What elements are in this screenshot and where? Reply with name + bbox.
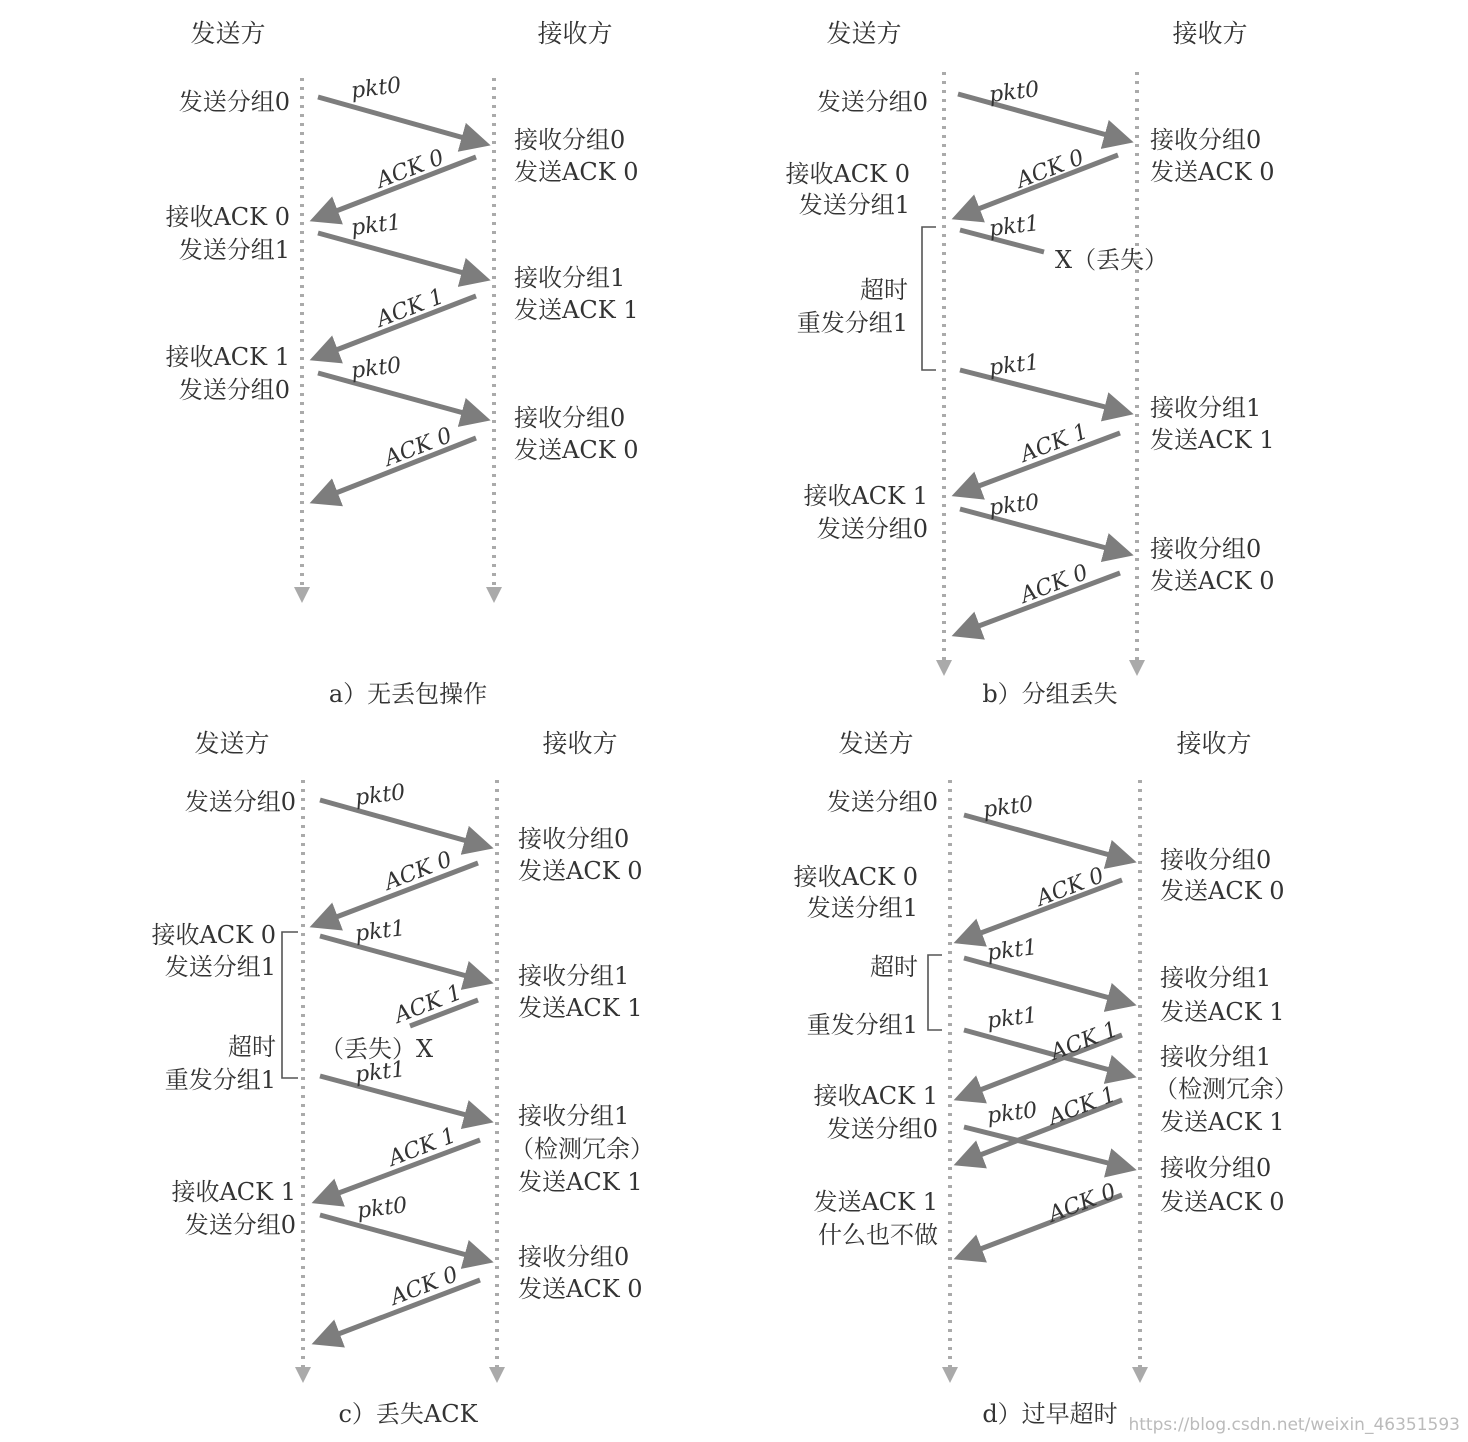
receiver-header: 接收方 [537,19,613,48]
sender-event: 发送分组0 [816,515,928,543]
receiver-event: 接收分组0 [1160,1154,1272,1182]
sender-event: 接收ACK 1 [803,482,928,510]
ack1-label: ACK 1 [1045,1082,1120,1131]
sender-event: 重发分组1 [796,309,908,337]
pkt1-label: pkt1 [985,1003,1039,1034]
sender-header: 发送方 [826,19,902,48]
sender-event: 发送分组1 [806,894,918,922]
timeout-label: 超时 [860,276,908,304]
receiver-event: 接收分组0 [518,1243,630,1271]
sender-event: 接收ACK 1 [813,1082,938,1110]
ack0-label: ACK 0 [381,847,456,896]
receiver-event: 接收分组1 [1160,964,1272,992]
sender-event: 接收ACK 1 [171,1178,296,1206]
sender-event: 接收ACK 0 [793,863,918,891]
pkt1-label: pkt1 [349,210,403,241]
receiver-event: 接收分组0 [1160,846,1272,874]
ack1-label: ACK 1 [373,284,448,333]
pkt0-label: pkt0 [349,353,403,384]
timeout-label: 超时 [870,953,918,981]
receiver-event: 接收分组0 [1150,535,1262,563]
sender-event: 重发分组1 [806,1011,918,1039]
receiver-event: 发送ACK 1 [514,296,639,324]
receiver-event: 发送ACK 1 [1160,1108,1285,1136]
sender-event: 接收ACK 0 [165,203,290,231]
ack0-label: ACK 0 [381,423,456,472]
caption-b: b）分组丢失 [982,680,1118,708]
panel-a [165,19,638,708]
timeout-bracket [928,955,942,1030]
receiver-header: 接收方 [1172,19,1248,48]
sender-event: 接收ACK 0 [151,921,276,949]
receiver-event: 发送ACK 0 [518,857,643,885]
pkt1-label: pkt1 [987,211,1041,242]
pkt0-label: pkt0 [981,792,1035,823]
sender-header: 发送方 [190,19,266,48]
pkt1-label: pkt1 [985,935,1039,966]
receiver-event: 发送ACK 0 [514,436,639,464]
pkt0-arrow [958,94,1125,140]
receiver-event: 接收分组1 [1160,1043,1272,1071]
ack0-label: ACK 0 [1045,1179,1120,1228]
sender-event: 发送分组0 [184,788,296,816]
sender-event: 重发分组1 [164,1066,276,1094]
pkt1-label: pkt1 [353,1057,407,1088]
sender-event: 发送ACK 1 [813,1188,938,1216]
receiver-event: （检测冗余） [510,1135,654,1163]
ack0-label: ACK 0 [1033,863,1108,912]
receiver-event: 发送ACK 1 [1160,998,1285,1026]
receiver-event: 发送ACK 0 [1160,1188,1285,1216]
ack0-label: ACK 0 [1013,145,1088,194]
caption-c: c）丢失ACK [338,1400,478,1428]
receiver-header: 接收方 [542,729,618,758]
pkt0-label: pkt0 [987,490,1041,521]
receiver-event: 发送ACK 1 [518,1168,643,1196]
timeout-label: 超时 [228,1033,276,1061]
pkt0-label: pkt0 [987,77,1041,108]
pkt0-arrow [964,1127,1128,1168]
receiver-event: 发送ACK 0 [1150,567,1275,595]
receiver-event: 接收分组1 [514,264,626,292]
receiver-event: 接收分组0 [518,825,630,853]
pkt0-arrow [318,97,482,143]
sender-event: 发送分组0 [178,88,290,116]
panel-c [151,729,654,1428]
receiver-header: 接收方 [1176,729,1252,758]
caption-a: a）无丢包操作 [328,680,488,708]
sender-event: 发送分组1 [798,191,910,219]
sender-event: 发送分组1 [178,236,290,264]
sender-event: 接收ACK 1 [165,343,290,371]
timeout-bracket [922,227,936,370]
ack1-label: ACK 1 [385,1123,460,1172]
receiver-event: 接收分组0 [514,404,626,432]
sender-event: 发送分组0 [826,1115,938,1143]
sender-event: 发送分组1 [164,953,276,981]
pkt1-arrow [320,1076,485,1120]
loss-marker: （丢失）X [320,1035,434,1063]
timeout-bracket [282,932,298,1078]
sender-header: 发送方 [194,729,270,758]
sender-event: 什么也不做 [818,1221,938,1249]
pkt0-arrow [320,800,485,846]
pkt1-arrow [320,936,485,981]
pkt1-arrow [960,370,1125,412]
receiver-event: 发送ACK 1 [518,994,643,1022]
sender-event: 发送分组0 [184,1211,296,1239]
pkt0-label: pkt0 [985,1098,1039,1129]
ack0-label: ACK 0 [373,145,448,194]
pkt0-arrow [960,509,1125,553]
sender-event: 发送分组0 [178,376,290,404]
pkt1-label: pkt1 [353,916,407,947]
receiver-event: 发送ACK 1 [1150,426,1275,454]
receiver-event: 接收分组0 [514,126,626,154]
receiver-event: 发送ACK 0 [514,158,639,186]
sender-event: 发送分组0 [826,788,938,816]
receiver-event: 接收分组1 [518,1102,630,1130]
receiver-event: 接收分组0 [1150,126,1262,154]
receiver-event: 接收分组1 [1150,394,1262,422]
pkt0-label: pkt0 [349,73,403,104]
receiver-event: 发送ACK 0 [1150,158,1275,186]
watermark: https://blog.csdn.net/weixin_46351593 [1128,1415,1460,1435]
pkt0-arrow [320,1215,485,1260]
pkt0-arrow [318,373,482,418]
panel-d [793,729,1298,1428]
receiver-event: 发送ACK 0 [518,1275,643,1303]
ack1-label: ACK 1 [1017,419,1092,468]
sender-event: 接收ACK 0 [785,160,910,188]
pkt1-arrow [318,233,482,278]
panel-b [785,19,1274,708]
pkt1-label: pkt1 [987,350,1041,381]
ack0-label: ACK 0 [1017,560,1092,609]
receiver-event: 接收分组1 [518,962,630,990]
pkt0-label: pkt0 [353,780,407,811]
ack1-label: ACK 1 [391,980,466,1029]
loss-marker: X（丢失） [1055,246,1169,274]
ack0-label: ACK 0 [387,1262,462,1311]
receiver-event: 发送ACK 0 [1160,877,1285,905]
pkt0-label: pkt0 [355,1193,409,1224]
caption-d: d）过早超时 [982,1400,1118,1428]
receiver-event: （检测冗余） [1154,1075,1298,1103]
ack1-label: ACK 1 [1047,1017,1122,1066]
sender-event: 发送分组0 [816,88,928,116]
sender-header: 发送方 [838,729,914,758]
